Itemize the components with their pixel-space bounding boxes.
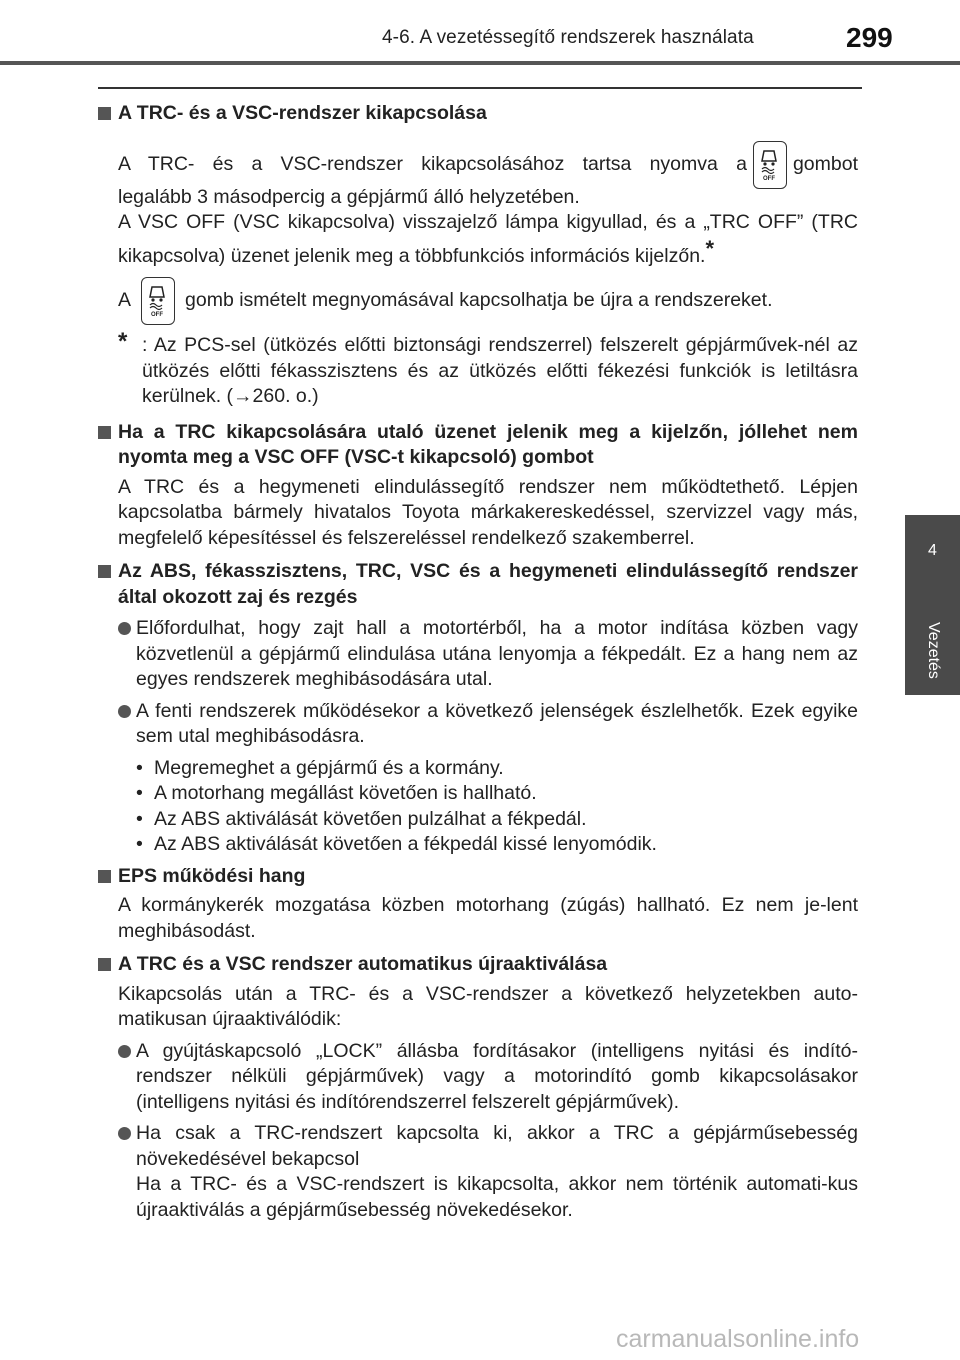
chapter-side-tab (905, 515, 960, 695)
text: gomb ismételt megnyomásával kapcsolhatja be újra a rendszereket. (185, 289, 773, 312)
text: A TRC- és a VSC-rendszer kikapcsolásához tartsa nyomva a (118, 152, 747, 175)
svg-text:OFF: OFF (762, 175, 775, 181)
section-heading: A TRC és a VSC rendszer automatikus újraaktiválása (98, 952, 858, 978)
section-heading: A TRC- és a VSC-rendszer kikapcsolása (98, 101, 858, 127)
page-content (98, 95, 858, 1223)
text: legalább 3 másodpercig a gépjármű álló helyzetében. (118, 185, 580, 208)
bullet-item: Előfordulhat, hogy zajt hall a motortérből, ha a motor indítása közben vagy közvetlenül a gépjármű elindulása utána lenyomja a fékpedált. Ez a hang nem az egyes rendszerek meghibásodására utal. (118, 616, 858, 693)
text: Ha csak a TRC-rendszert kapcsolta ki, akkor a TRC a gépjárműsebesség növekedésével bekapcsol (136, 1122, 858, 1170)
list-item: • A motorhang megállást követően is hallható. (136, 781, 858, 807)
watermark: carmanualsonline.info (616, 1325, 860, 1353)
text: A (118, 289, 132, 312)
page-number: 299 (846, 22, 893, 53)
footnote-text: : Az PCS-sel (ütközés előtti biztonsági rendszerrel) felszerelt gépjárművek-nél az ütközés előtti fékasszisztens és az ütközés előtti fékezési funkciók is letiltásra kerülnek. (→260. o.) (142, 334, 858, 407)
content-top-rule (98, 87, 862, 89)
paragraph (118, 277, 858, 325)
list-item: • Az ABS aktiválását követően pulzálhat a fékpedál. (136, 807, 858, 833)
bullet-item (118, 1121, 858, 1223)
vsc-off-button-icon (753, 141, 787, 189)
section-heading: Ha a TRC kikapcsolására utaló üzenet jelenik meg a kijelzőn, jóllehet nem nyomta meg a VSC OFF (VSC-t kikapcsoló) gombot (98, 420, 858, 471)
paragraph: A TRC és a hegymeneti elindulássegítő rendszer nem működtethető. Lépjen kapcsolatba bármely hivatalos Toyota márkakereskedéssel, szervizzel vagy más, megfelelő képesítéssel és felszereléssel rendelkező szakemberrel. (118, 475, 858, 549)
paragraph: A kormánykerék mozgatása közben motorhang (zúgás) hallható. Ez nem je-lent meghibásodást. (118, 894, 858, 942)
section-heading: Az ABS, fékasszisztens, TRC, VSC és a hegymeneti elindulássegítő rendszer által okozott zaj és rezgés (98, 559, 858, 610)
bullet-item: A gyújtáskapcsoló „LOCK” állásba fordításakor (intelligens nyitási és indító-rendszer nélküli gépjárművek) vagy a motorindító gomb kikapcsolásakor (intelligens nyitási és indítórendszerrel felszerelt gépjárművek). (118, 1039, 858, 1116)
footnote (118, 328, 858, 410)
paragraph (118, 210, 858, 269)
text: A VSC OFF (VSC kikapcsolva) visszajelző lámpa kigyullad, és a „TRC OFF” (TRC kikapcsolva) üzenet jelenik meg a többfunkciós információs kijelzőn. (118, 211, 858, 267)
svg-text:OFF: OFF (151, 312, 164, 317)
chapter-label: Vezetés (925, 622, 942, 679)
paragraph (118, 141, 858, 211)
list-item: • Megremeghet a gépjármű és a kormány. (136, 756, 858, 782)
text: Ha a TRC- és a VSC-rendszert is kikapcsolta, akkor nem történik automati-kus újraaktiválás a gépjárműsebesség növekedésekor. (136, 1173, 858, 1221)
chapter-number: 4 (928, 542, 937, 559)
text: gombot (792, 152, 858, 175)
footnote-marker: * (118, 328, 128, 355)
paragraph: Kikapcsolás után a TRC- és a VSC-rendszer a következő helyzetekben auto-matikusan újraaktiválódik: (118, 982, 858, 1030)
list-item: • Az ABS aktiválását követően a fékpedál kissé lenyomódik. (136, 832, 858, 858)
section-heading: EPS működési hang (98, 864, 858, 890)
chapter-title: 4-6. A vezetéssegítő rendszerek használata (382, 27, 754, 48)
bullet-item: A fenti rendszerek működésekor a következő jelenségek észlelhetők. Ezek egyike sem utal meghibásodásra. (118, 699, 858, 750)
dot-list (98, 756, 858, 858)
header-rule (0, 61, 960, 65)
footnote-marker: * (705, 235, 715, 261)
vsc-off-button-icon (141, 277, 175, 325)
page-header (0, 0, 960, 53)
